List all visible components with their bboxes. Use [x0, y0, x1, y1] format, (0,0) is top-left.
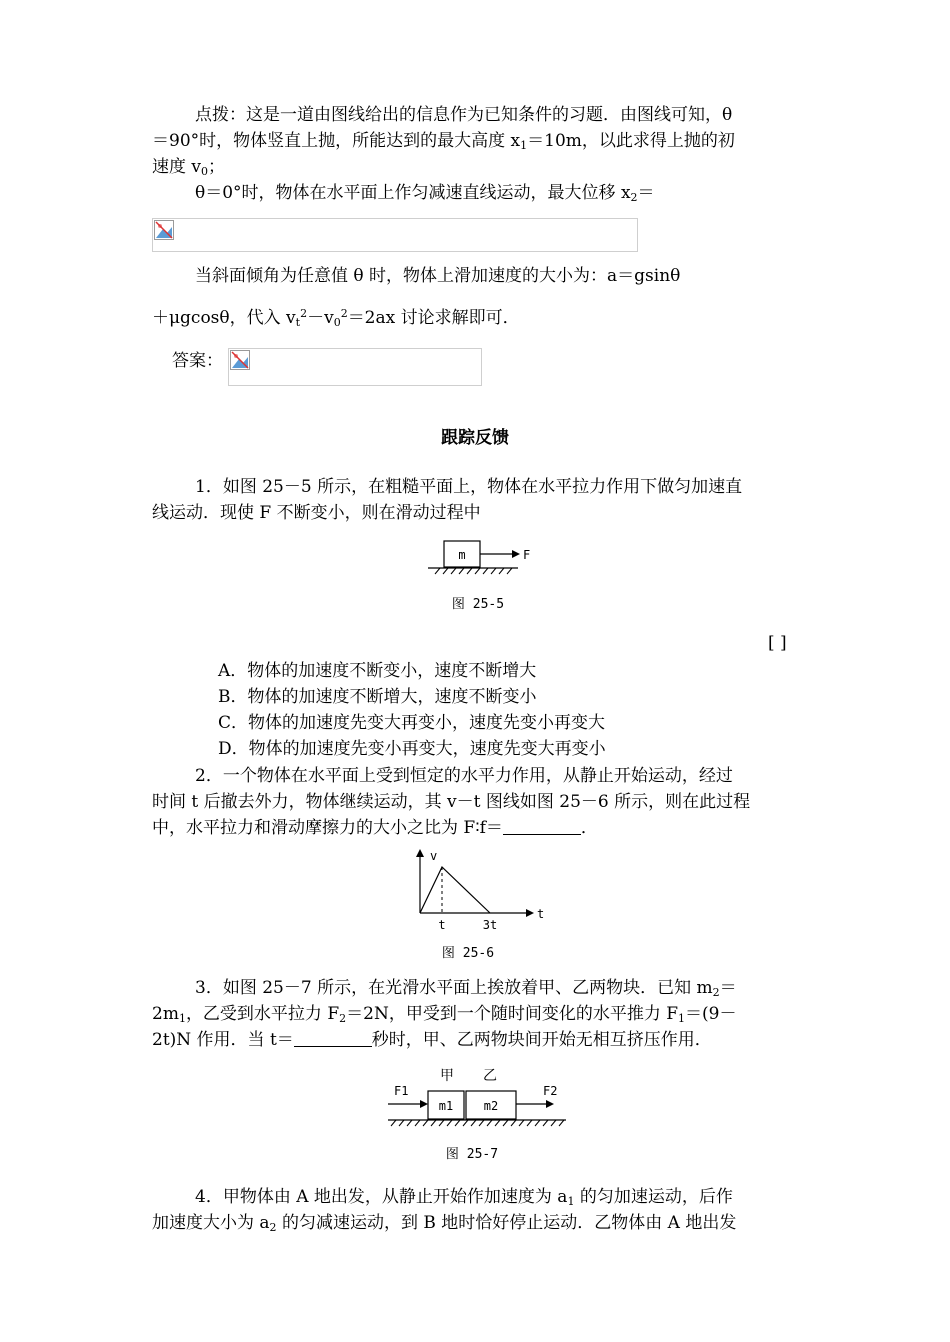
force-f1-label: F1 — [394, 1084, 409, 1098]
q2-line-2: 时间 t 后撤去外力，物体继续运动，其 v－t 图线如图 25－6 所示，则在此过程 — [152, 792, 751, 812]
v-axis-label: v — [430, 849, 438, 863]
q3-line-3: 2t)N 作用．当 t＝ 秒时，甲、乙两物块间开始无相互挤压作用． — [152, 1030, 712, 1050]
hint-line-3: 速度 $v_0$； — [152, 157, 226, 178]
figure-caption: 图 25-6 — [441, 946, 495, 961]
broken-image-icon — [230, 350, 250, 370]
figure-25-5 — [420, 535, 530, 615]
answer-image-placeholder — [228, 348, 482, 386]
block-m2-label: m2 — [483, 1099, 499, 1113]
q3-line-1: 3．如图 25－7 所示，在光滑水平面上挨放着甲、乙两物块．已知 $m_2=$ — [195, 978, 737, 999]
q1-option-b: B．物体的加速度不断增大，速度不断变小 — [218, 687, 537, 707]
q1-line-2: 线运动．现使 F 不断变小，则在滑动过程中 — [152, 503, 481, 523]
hint-line-1: 点拨：这是一道由图线给出的信息作为已知条件的习题．由图线可知，θ — [195, 105, 733, 125]
q1-line-1: 1．如图 25－5 所示，在粗糙平面上，物体在水平拉力作用下做匀加速直 — [195, 477, 743, 497]
hint-line-5: 当斜面倾角为任意值 θ 时，物体上滑加速度的大小为：a＝gsinθ — [195, 266, 681, 286]
answer-label: 答案： — [172, 351, 223, 371]
broken-image-icon — [154, 220, 174, 240]
figure-25-7 — [380, 1062, 580, 1167]
formula-image-placeholder — [152, 218, 638, 252]
answer-blank — [294, 1030, 372, 1047]
figure-caption: 图 25-7 — [445, 1147, 499, 1162]
t-axis-arrowhead — [526, 909, 534, 917]
force-f2-label: F2 — [543, 1084, 558, 1098]
block-m1-label: m1 — [438, 1099, 454, 1113]
label-yi: 乙 — [483, 1068, 497, 1084]
figure-25-6 — [400, 845, 560, 965]
ground-hatching — [391, 1120, 564, 1126]
q2-line-3: 中，水平拉力和滑动摩擦力的大小之比为 F∶f＝ ． — [152, 818, 598, 838]
ground-hatching — [435, 568, 512, 574]
tick-label-3t: 3t — [482, 918, 498, 932]
q1-option-a: A．物体的加速度不断变小，速度不断增大 — [218, 661, 537, 681]
q3-line-2: $2m_1$，乙受到水平拉力 $F_2=2N$，甲受到一个随时间变化的水平推力 $F_1=(9-$ — [152, 1004, 737, 1025]
force-arrowhead — [512, 550, 520, 558]
label-jia: 甲 — [440, 1068, 454, 1084]
force-f1-arrowhead — [420, 1100, 428, 1108]
q4-line-2: 加速度大小为 $a_2$ 的匀减速运动，到 B 地时恰好停止运动．乙物体由 A 地出发 — [152, 1213, 737, 1234]
hint-line-4: θ＝0°时，物体在水平面上作匀减速直线运动，最大位移 $x_2=$ — [195, 183, 655, 204]
section-title: 跟踪反馈 — [441, 428, 509, 448]
mass-label: m — [458, 548, 466, 562]
v-axis-arrowhead — [416, 849, 424, 857]
v-t-graph-line — [420, 867, 490, 913]
figure-caption: 图 25-5 — [451, 597, 505, 612]
hint-line-2: ＝90°时，物体竖直上抛，所能达到的最大高度 $x_1=10m$，以此求得上抛的初 — [152, 131, 735, 152]
q1-option-c: C．物体的加速度先变大再变小，速度先变小再变大 — [218, 713, 606, 733]
tick-label-t: t — [438, 918, 446, 932]
force-f2-arrowhead — [546, 1100, 554, 1108]
answer-blank — [503, 818, 581, 835]
hint-line-6: ＋μgcosθ，代入 $v_t^2-v_0^2=2ax$ 讨论求解即可． — [152, 307, 520, 329]
t-axis-label: t — [537, 907, 545, 921]
force-label: F — [523, 548, 530, 562]
q1-option-d: D．物体的加速度先变小再变大，速度先变大再变小 — [218, 739, 606, 759]
q2-line-1: 2．一个物体在水平面上受到恒定的水平力作用，从静止开始运动，经过 — [195, 766, 733, 786]
q4-line-1: 4．甲物体由 A 地出发，从静止开始作加速度为 $a_1$ 的匀加速运动，后作 — [195, 1187, 733, 1208]
answer-bracket: [ ] — [768, 633, 787, 653]
